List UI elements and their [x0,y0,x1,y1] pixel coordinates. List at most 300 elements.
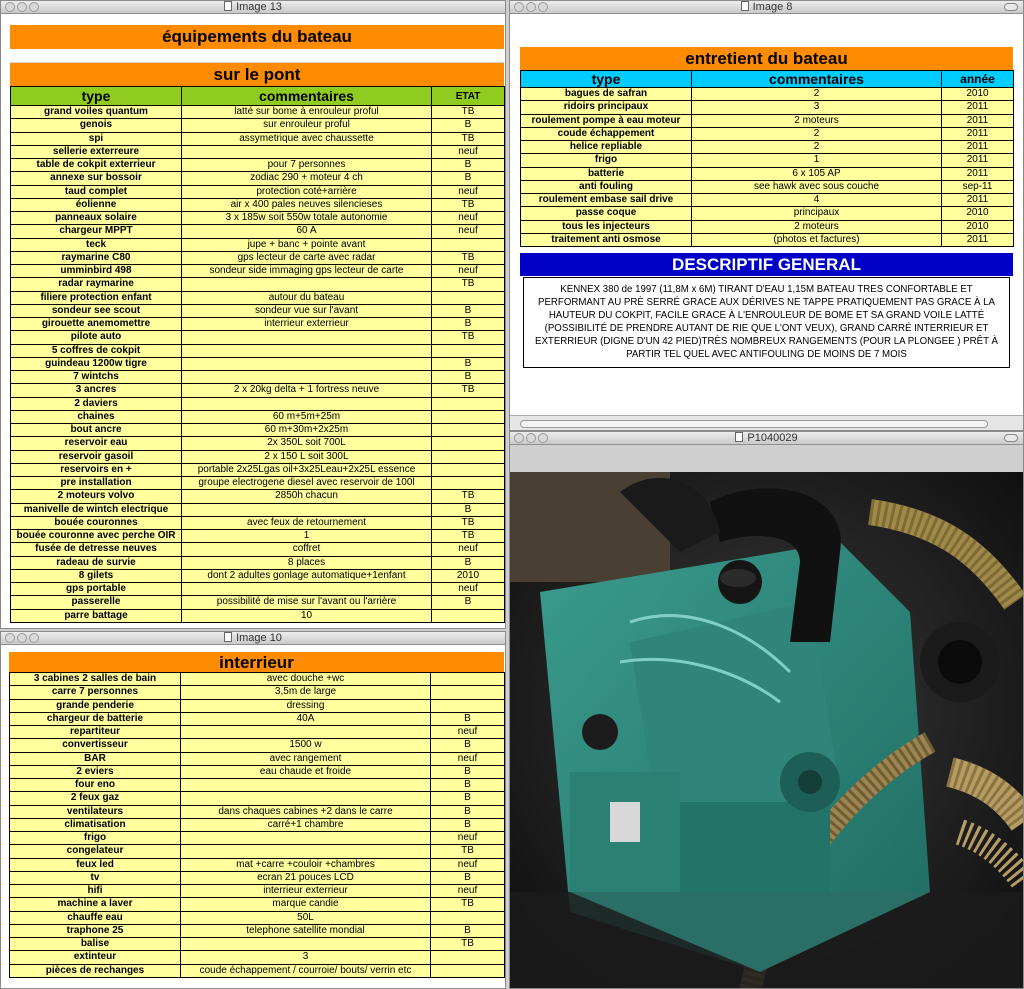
cell-commentaire: coude échappement / courroie/ bouts/ verrin etc [181,964,431,977]
table-row [11,490,505,503]
cell-commentaire: autour du bateau [182,291,432,304]
table-row [11,318,505,331]
cell-commentaire [182,583,432,596]
cell-status: B [432,371,505,384]
cell-type: roulement pompe à eau moteur [521,114,692,127]
table-row [10,726,505,739]
cell-type: tv [10,871,181,884]
cell-status: B [432,119,505,132]
cell-commentaire: zodiac 290 + moteur 4 ch [182,172,432,185]
table-row [10,739,505,752]
cell-type: genois [11,119,182,132]
cell-type: traphone 25 [10,924,181,937]
table-row [10,805,505,818]
cell-commentaire: 2 [692,127,942,140]
table-row [11,371,505,384]
cell-type: BAR [10,752,181,765]
cell-type: annexe sur bossoir [11,172,182,185]
cell-status: neuf [432,145,505,158]
cell-type: ridoirs principaux [521,101,692,114]
cell-type: anti fouling [521,180,692,193]
cell-commentaire: 10 [182,609,432,622]
table-row [11,119,505,132]
table-row [11,225,505,238]
cell-status [432,477,505,490]
descriptif-title: DESCRIPTIF GENERAL [520,253,1013,276]
window-controls[interactable] [514,2,550,16]
col-header-etat: ETAT [432,87,505,106]
col-header-commentaires: commentaires [692,71,942,88]
cell-type: 2 feux gaz [10,792,181,805]
cell-commentaire: 3,5m de large [181,686,431,699]
cell-type: taud complet [11,185,182,198]
engine-photo [510,472,1024,989]
cell-type: balise [10,938,181,951]
cell-type: coude échappement [521,127,692,140]
window-image-10 [0,631,506,989]
cell-commentaire [182,397,432,410]
titlebar-image-13[interactable] [1,1,505,14]
table-row [11,437,505,450]
cell-commentaire: protection coté+arrière [182,185,432,198]
scrollbar-thumb[interactable] [520,420,988,428]
cell-commentaire: 3 [692,101,942,114]
cell-commentaire: assymetrique avec chaussette [182,132,432,145]
cell-status: neuf [431,885,505,898]
table-row [11,265,505,278]
col-header-type: type [11,87,182,106]
table-row [11,145,505,158]
cell-type: pre installation [11,477,182,490]
cell-commentaire: interrieur exterrieur [181,885,431,898]
cell-type: 8 gilets [11,569,182,582]
cell-type: bouée couronne avec perche OIR [11,530,182,543]
table-row [10,765,505,778]
cell-commentaire: avec feux de retournement [182,516,432,529]
window-title: Image 13 [236,1,282,13]
cell-status: neuf [431,726,505,739]
cell-status: B [431,871,505,884]
cell-status: sep-11 [942,180,1014,193]
cell-commentaire: telephone satellite mondial [181,924,431,937]
cell-status: TB [432,331,505,344]
table-row [10,818,505,831]
cell-status: 2011 [942,114,1014,127]
cell-type: umminbird 498 [11,265,182,278]
cell-commentaire: (photos et factures) [692,233,942,246]
cell-status [431,951,505,964]
cell-type: reservoirs en + [11,463,182,476]
cell-commentaire: portable 2x25Lgas oil+3x25Leau+2x25L essence [182,463,432,476]
interior-table [9,672,505,978]
cell-commentaire: 3 x 185w soit 550w totale autonomie [182,212,432,225]
cell-status: 2011 [942,194,1014,207]
cell-status [432,291,505,304]
window-title: Image 10 [236,632,282,644]
cell-status: 2010 [942,207,1014,220]
table-row [11,583,505,596]
cell-type: 2 daviers [11,397,182,410]
cell-commentaire [181,845,431,858]
cell-commentaire: sondeur vue sur l'avant [182,304,432,317]
cell-type: 3 cabines 2 salles de bain [10,673,181,686]
document-icon [224,1,232,11]
cell-commentaire: 1 [692,154,942,167]
cell-status: 2011 [942,167,1014,180]
cell-type: manivelle de wintch electrique [11,503,182,516]
cell-commentaire: 4 [692,194,942,207]
table-row [10,938,505,951]
window-controls[interactable] [5,633,41,647]
cell-status: neuf [432,212,505,225]
cell-commentaire: interrieur exterrieur [182,318,432,331]
cell-status: B [431,765,505,778]
cell-type: bouée couronnes [11,516,182,529]
cell-type: 3 ancres [11,384,182,397]
cell-commentaire [181,938,431,951]
cell-status [431,686,505,699]
sheet-title: entretient du bateau [520,47,1013,70]
table-row [11,556,505,569]
cell-commentaire: 1500 w [181,739,431,752]
cell-status: 2010 [432,569,505,582]
cell-commentaire: 60 m+5m+25m [182,410,432,423]
cell-commentaire: coffret [182,543,432,556]
cell-status: TB [432,278,505,291]
cell-status: B [432,172,505,185]
cell-commentaire: 2 x 20kg delta + 1 fortress neuve [182,384,432,397]
cell-commentaire: 50L [181,911,431,924]
titlebar-image-10[interactable] [1,632,505,645]
table-row [11,410,505,423]
table-row [521,167,1014,180]
window-image-8 [509,0,1024,431]
cell-commentaire [182,145,432,158]
cell-type: table de cokpit exterrieur [11,159,182,172]
horizontal-scrollbar[interactable] [510,415,1023,431]
table-row [11,172,505,185]
cell-status: B [431,924,505,937]
cell-status: TB [432,490,505,503]
table-row [10,911,505,924]
cell-commentaire: air x 400 pales neuves silencieses [182,198,432,211]
cell-status: 2011 [942,141,1014,154]
table-row [11,106,505,119]
cell-commentaire: 2 [692,88,942,101]
table-row [11,609,505,622]
cell-status: neuf [432,185,505,198]
cell-type: 7 wintchs [11,371,182,384]
cell-commentaire: 3 [181,951,431,964]
table-row [521,88,1014,101]
cell-commentaire [182,344,432,357]
cell-status [432,463,505,476]
cell-type: bagues de safran [521,88,692,101]
cell-commentaire: dont 2 adultes gonlage automatique+1enfant [182,569,432,582]
window-controls[interactable] [514,433,550,447]
cell-commentaire [181,792,431,805]
cell-type: grand voiles quantum [11,106,182,119]
cell-status: TB [431,845,505,858]
cell-status: TB [432,132,505,145]
cell-status: 2010 [942,88,1014,101]
cell-commentaire [182,503,432,516]
table-row [521,180,1014,193]
table-row [11,331,505,344]
table-row [11,516,505,529]
cell-type: ventilateurs [10,805,181,818]
table-row [11,238,505,251]
table-row [11,503,505,516]
cell-type: feux led [10,858,181,871]
cell-type: raymarine C80 [11,251,182,264]
table-row [11,291,505,304]
table-row [11,251,505,264]
cell-status [432,424,505,437]
toolbar-toggle-button[interactable] [1004,434,1018,442]
table-row [10,752,505,765]
cell-commentaire: 2 moteurs [692,114,942,127]
cell-type: carre 7 personnes [10,686,181,699]
document-icon [224,632,232,642]
cell-status: neuf [431,752,505,765]
cell-commentaire: 60 m+30m+2x25m [182,424,432,437]
cell-type: 2 moteurs volvo [11,490,182,503]
cell-status: TB [432,384,505,397]
cell-type: reservoir eau [11,437,182,450]
table-row [521,194,1014,207]
cell-status: B [432,503,505,516]
table-row [521,207,1014,220]
cell-status: B [431,805,505,818]
cell-type: traitement anti osmose [521,233,692,246]
cell-type: chaines [11,410,182,423]
cell-commentaire [181,726,431,739]
cell-status: B [432,318,505,331]
cell-type: batterie [521,167,692,180]
cell-type: parre battage [11,609,182,622]
toolbar-toggle-button[interactable] [1004,3,1018,11]
table-row [10,871,505,884]
cell-type: convertisseur [10,739,181,752]
cell-status [431,673,505,686]
document-icon [735,432,743,442]
table-row [10,885,505,898]
table-row [10,898,505,911]
table-row [521,220,1014,233]
cell-status: 2011 [942,101,1014,114]
table-row [11,212,505,225]
table-row [10,924,505,937]
table-row [521,101,1014,114]
table-row [11,132,505,145]
cell-type: teck [11,238,182,251]
cell-status [431,964,505,977]
cell-commentaire: sur enrouleur proful [182,119,432,132]
cell-commentaire: 40A [181,712,431,725]
cell-type: spi [11,132,182,145]
cell-type: four eno [10,779,181,792]
cell-commentaire: see hawk avec sous couche [692,180,942,193]
sheet-title: interrieur [9,652,504,672]
table-row [521,141,1014,154]
cell-commentaire: dressing [181,699,431,712]
cell-status: neuf [431,858,505,871]
engine-illustration [510,472,1024,989]
cell-status: 2011 [942,154,1014,167]
table-row [11,159,505,172]
table-row [11,424,505,437]
col-header-annee: année [942,71,1014,88]
equipment-table [10,86,505,623]
table-row [11,384,505,397]
cell-type: helice repliable [521,141,692,154]
cell-type: éolienne [11,198,182,211]
cell-commentaire: jupe + banc + pointe avant [182,238,432,251]
cell-commentaire: eau chaude et froide [181,765,431,778]
cell-commentaire: 6 x 105 AP [692,167,942,180]
table-row [521,233,1014,246]
cell-commentaire [181,779,431,792]
table-row [10,699,505,712]
cell-status: TB [431,938,505,951]
titlebar-photo[interactable] [510,432,1023,445]
cell-status: B [432,556,505,569]
cell-status [432,397,505,410]
table-row [521,127,1014,140]
cell-type: congelateur [10,845,181,858]
cell-commentaire [182,331,432,344]
table-row [10,686,505,699]
cell-type: grande penderie [10,699,181,712]
cell-status: B [431,739,505,752]
window-title: Image 8 [752,1,793,13]
cell-status: neuf [432,225,505,238]
cell-status [432,410,505,423]
cell-type: pilote auto [11,331,182,344]
col-header-type: type [521,71,692,88]
cell-type: extinteur [10,951,181,964]
titlebar-image-8[interactable] [510,1,1023,14]
cell-type: chargeur MPPT [11,225,182,238]
cell-type: sondeur see scout [11,304,182,317]
table-row [521,154,1014,167]
cell-status: B [432,159,505,172]
table-row [10,858,505,871]
table-row [10,779,505,792]
cell-commentaire: dans chaques cabines +2 dans le carre [181,805,431,818]
cell-type: frigo [10,832,181,845]
cell-status: neuf [432,265,505,278]
table-row [11,344,505,357]
cell-status: B [431,818,505,831]
document-icon [741,1,749,11]
cell-status [431,911,505,924]
cell-commentaire: 1 [182,530,432,543]
descriptif-text: KENNEX 380 de 1997 (11,8M x 6M) TIRANT D'EAU 1,15M BATEAU TRES CONFORTABLE ET PERFORMANT AU PRÈ SERRÉ GRACE AUX DÉRIVES NE TAPPE PRATIQUEMENT PAS GRACE À LA HAUTEUR DU COKPIT, FACILE GRACE À L'ENROULEUR DE BOME ET SA GRAND VOILE LATTÉ (POSSIBILITÉ DE PRENDRE AUTANT DE RIE QUE L'ONT VEUX), GRAND CARRÉ INTERRIEUR ET EXTERRIEUR (DIGNE D'UN 42 PIED)TRÈS NOMBREUX RANGEMENTS (POUR LA PLONGEE ) PRÊT À PARTIR TEL QUEL AVEC ANTIFOULING DE MOINS DE 7 MOIS [523,277,1010,368]
table-row [11,530,505,543]
cell-type: reservoir gasoil [11,450,182,463]
cell-type: sellerie exterreure [11,145,182,158]
cell-type: radar raymarine [11,278,182,291]
cell-status: B [431,779,505,792]
cell-commentaire: sondeur side immaging gps lecteur de carte [182,265,432,278]
cell-status [432,437,505,450]
cell-type: chauffe eau [10,911,181,924]
table-row [11,397,505,410]
table-row [11,463,505,476]
cell-commentaire: avec douche +wc [181,673,431,686]
sheet-title: équipements du bateau [10,25,504,49]
window-controls[interactable] [5,2,41,16]
cell-status: neuf [432,543,505,556]
cell-commentaire: 2 [692,141,942,154]
cell-type: machine a laver [10,898,181,911]
cell-type: passe coque [521,207,692,220]
cell-commentaire: mat +carre +couloir +chambres [181,858,431,871]
cell-type: guindeau 1200w tigre [11,357,182,370]
cell-commentaire [182,371,432,384]
section-title: sur le pont [10,63,504,86]
cell-commentaire: ecran 21 pouces LCD [181,871,431,884]
cell-commentaire [182,278,432,291]
cell-status: 2011 [942,233,1014,246]
cell-type: tous les injecteurs [521,220,692,233]
cell-commentaire: carré+1 chambre [181,818,431,831]
table-row [11,198,505,211]
cell-commentaire: marque candie [181,898,431,911]
cell-type: gps portable [11,583,182,596]
cell-type: 5 coffres de cokpit [11,344,182,357]
cell-type: frigo [521,154,692,167]
table-row [11,569,505,582]
cell-type: passerelle [11,596,182,609]
cell-status: TB [432,530,505,543]
table-row [11,477,505,490]
table-row [11,185,505,198]
cell-commentaire: groupe electrogene diesel avec reservoir de 100l [182,477,432,490]
cell-type: chargeur de batterie [10,712,181,725]
table-row [10,832,505,845]
cell-status: neuf [431,832,505,845]
cell-status: TB [432,516,505,529]
cell-type: bout ancre [11,424,182,437]
cell-commentaire: 60 A [182,225,432,238]
cell-type: pièces de rechanges [10,964,181,977]
cell-status [432,238,505,251]
cell-commentaire: latté sur bome à enrouleur proful [182,106,432,119]
table-row [10,712,505,725]
cell-commentaire: 2 moteurs [692,220,942,233]
cell-commentaire: 2 x 150 L soit 300L [182,450,432,463]
cell-commentaire: gps lecteur de carte avec radar [182,251,432,264]
cell-status: 2010 [942,220,1014,233]
cell-commentaire: 8 places [182,556,432,569]
table-row [10,673,505,686]
cell-status: 2011 [942,127,1014,140]
cell-status [432,450,505,463]
cell-commentaire [181,832,431,845]
cell-commentaire: avec rangement [181,752,431,765]
cell-type: 2 eviers [10,765,181,778]
cell-status: B [432,357,505,370]
table-row [10,951,505,964]
window-photo [509,431,1024,989]
cell-status: B [432,304,505,317]
cell-status [432,344,505,357]
cell-status [431,699,505,712]
cell-commentaire: principaux [692,207,942,220]
